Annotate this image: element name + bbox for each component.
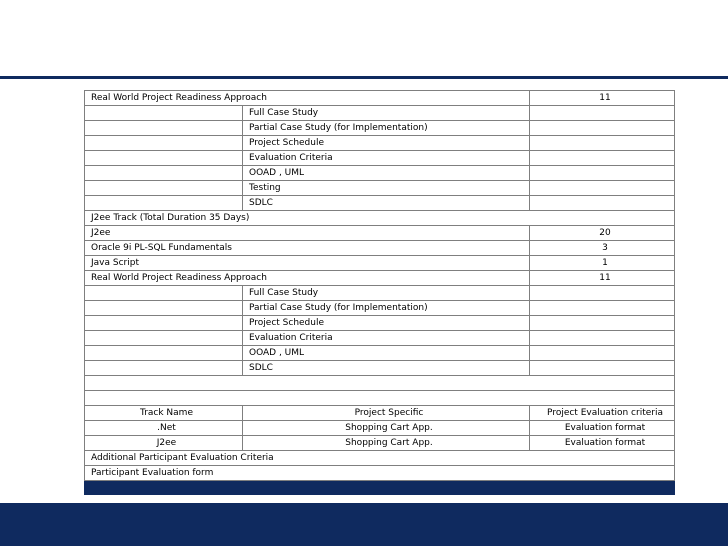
table-row bbox=[85, 466, 675, 481]
table-row bbox=[85, 136, 675, 151]
item-label: Evaluation Criteria bbox=[243, 331, 530, 346]
item-label: Testing bbox=[243, 181, 530, 196]
course-days: 20 bbox=[530, 226, 675, 241]
table-row bbox=[85, 106, 675, 121]
table-row bbox=[85, 226, 675, 241]
table-row bbox=[85, 241, 675, 256]
table-row bbox=[85, 406, 675, 421]
table-row bbox=[85, 451, 675, 466]
table-row bbox=[85, 316, 675, 331]
item-label: Partial Case Study (for Implementation) bbox=[243, 121, 530, 136]
column-header: Track Name bbox=[85, 406, 243, 421]
column-header: Project Evaluation criteria bbox=[530, 406, 675, 421]
table-row bbox=[85, 151, 675, 166]
criteria-cell: Evaluation format bbox=[530, 421, 675, 436]
project-cell: Shopping Cart App. bbox=[243, 436, 530, 451]
course-name: Java Script bbox=[85, 256, 530, 271]
course-schedule-table bbox=[84, 90, 675, 495]
course-name: Real World Project Readiness Approach bbox=[85, 271, 530, 286]
item-label: SDLC bbox=[243, 361, 530, 376]
table-row bbox=[85, 271, 675, 286]
item-label: Project Schedule bbox=[243, 316, 530, 331]
note-row: Additional Participant Evaluation Criteria bbox=[85, 451, 675, 466]
item-label: Full Case Study bbox=[243, 286, 530, 301]
table-row bbox=[85, 121, 675, 136]
table-row bbox=[85, 436, 675, 451]
section-count: 11 bbox=[530, 91, 675, 106]
item-label: Project Schedule bbox=[243, 136, 530, 151]
item-label: OOAD , UML bbox=[243, 346, 530, 361]
section-title: Real World Project Readiness Approach bbox=[85, 91, 530, 106]
item-label: OOAD , UML bbox=[243, 166, 530, 181]
table-row bbox=[85, 331, 675, 346]
blank-row bbox=[85, 391, 675, 406]
table-row bbox=[85, 346, 675, 361]
course-days: 11 bbox=[530, 271, 675, 286]
track-name-cell: J2ee bbox=[85, 436, 243, 451]
project-cell: Shopping Cart App. bbox=[243, 421, 530, 436]
top-rule bbox=[0, 76, 728, 79]
item-label: SDLC bbox=[243, 196, 530, 211]
note-row: Participant Evaluation form bbox=[85, 466, 675, 481]
table-row bbox=[85, 361, 675, 376]
table-row bbox=[85, 421, 675, 436]
item-label: Partial Case Study (for Implementation) bbox=[243, 301, 530, 316]
track-heading: J2ee Track (Total Duration 35 Days) bbox=[85, 211, 675, 226]
table-row bbox=[85, 181, 675, 196]
footer-band bbox=[0, 503, 728, 546]
navy-row bbox=[85, 481, 675, 495]
table-row bbox=[85, 256, 675, 271]
table-row bbox=[85, 91, 675, 106]
table-row bbox=[85, 301, 675, 316]
table-row bbox=[85, 196, 675, 211]
item-label: Full Case Study bbox=[243, 106, 530, 121]
blank-row bbox=[85, 376, 675, 391]
course-days: 3 bbox=[530, 241, 675, 256]
course-name: Oracle 9i PL-SQL Fundamentals bbox=[85, 241, 530, 256]
table-row bbox=[85, 166, 675, 181]
course-name: J2ee bbox=[85, 226, 530, 241]
item-label: Evaluation Criteria bbox=[243, 151, 530, 166]
course-days: 1 bbox=[530, 256, 675, 271]
track-name-cell: .Net bbox=[85, 421, 243, 436]
criteria-cell: Evaluation format bbox=[530, 436, 675, 451]
column-header: Project Specific bbox=[243, 406, 530, 421]
table-row bbox=[85, 286, 675, 301]
table-row bbox=[85, 211, 675, 226]
